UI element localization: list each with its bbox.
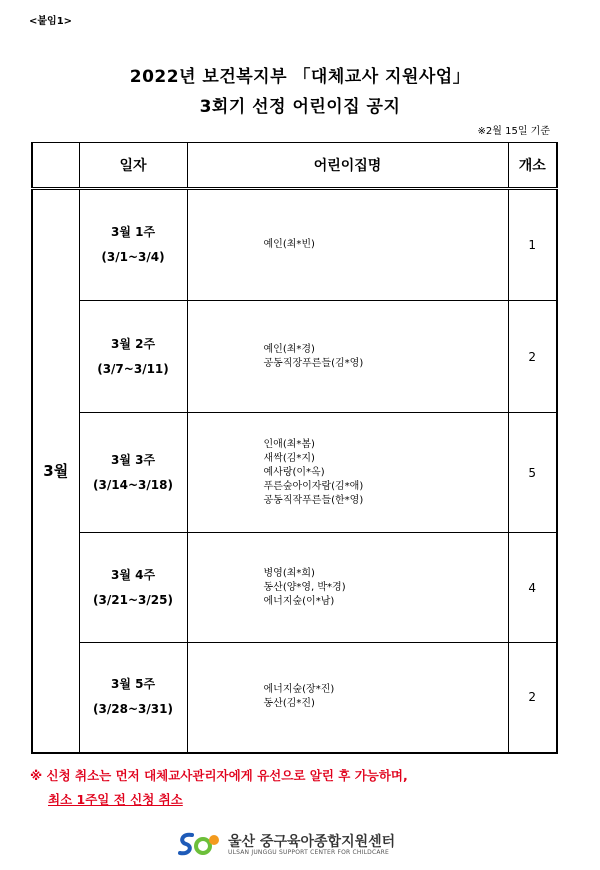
table-row [32,413,557,533]
center-logo-subtitle: ULSAN JUNGGU SUPPORT CENTER FOR CHILDCARE [228,849,390,856]
basis-date-note: ※2월 15일 기준 [477,126,550,137]
center-name: 동산(양*영, 박*경) [263,581,346,593]
header-count: 개소 [508,143,557,189]
week-label: 3월 3주 [110,452,156,467]
table-row [32,643,557,753]
center-name: 에너지숲(이*남) [263,595,335,607]
center-name: 공동직작푸른들(한*영) [263,494,364,506]
cancellation-notice: ※ 신청 취소는 먼저 대체교사관리자에게 유선으로 알린 후 가능하며, [30,768,408,783]
week-label: 3월 1주 [110,225,156,239]
count-cell: 2 [508,643,557,753]
center-name: 동산(김*진) [263,698,315,710]
header-date: 일자 [79,143,187,189]
attachment-label: <붙임1> [29,16,73,27]
selection-table [31,142,558,754]
header-center-name: 어린이집명 [187,143,508,189]
center-name: 병영(최*희) [263,567,315,579]
cancellation-notice-detail: 최소 1주일 전 신청 취소 [48,792,183,807]
center-name: 공동직장푸른들(김*영) [263,357,364,369]
table-row [32,301,557,413]
center-name: 푸른숲아이자람(김*애) [263,480,364,492]
week-cell [79,413,187,533]
week-cell [79,643,187,753]
center-name: 인애(최*봄) [263,438,315,450]
page-title: 2022년 보건복지부 「대체교사 지원사업」 [129,67,471,87]
center-list [187,643,508,753]
week-label: 3월 5주 [110,677,156,692]
center-logo-mark-icon [176,830,220,858]
count-cell: 4 [508,533,557,643]
week-label: 3월 4주 [110,567,156,582]
center-list [187,301,508,413]
week-cell [79,533,187,643]
center-list [187,189,508,301]
count-cell: 1 [508,189,557,301]
count-cell: 2 [508,301,557,413]
center-name: 예인(최*빈) [263,239,315,250]
center-name: 예사랑(이*옥) [263,466,325,478]
month-cell: 3월 [32,189,79,753]
week-range: (3/1~3/4) [101,250,165,264]
week-cell [79,301,187,413]
center-name: 예인(최*경) [263,343,315,355]
week-range: (3/7~3/11) [97,361,169,376]
center-list [187,413,508,533]
center-logo [176,828,436,860]
table-header-row [32,143,557,189]
center-name: 새싹(김*지) [263,452,315,464]
center-logo-name: 울산 중구육아종합지원센터 [228,834,396,850]
week-label: 3월 2주 [110,336,156,351]
table-row [32,533,557,643]
week-range: (3/21~3/25) [93,592,173,607]
count-cell: 5 [508,413,557,533]
center-list [187,533,508,643]
table-row [32,189,557,301]
week-range: (3/28~3/31) [93,702,173,717]
center-name: 에너지숲(장*진) [263,684,335,696]
header-month-cell [32,143,79,189]
week-cell [79,189,187,301]
page-subtitle: 3회기 선정 어린이집 공지 [199,97,401,117]
week-range: (3/14~3/18) [93,477,173,492]
